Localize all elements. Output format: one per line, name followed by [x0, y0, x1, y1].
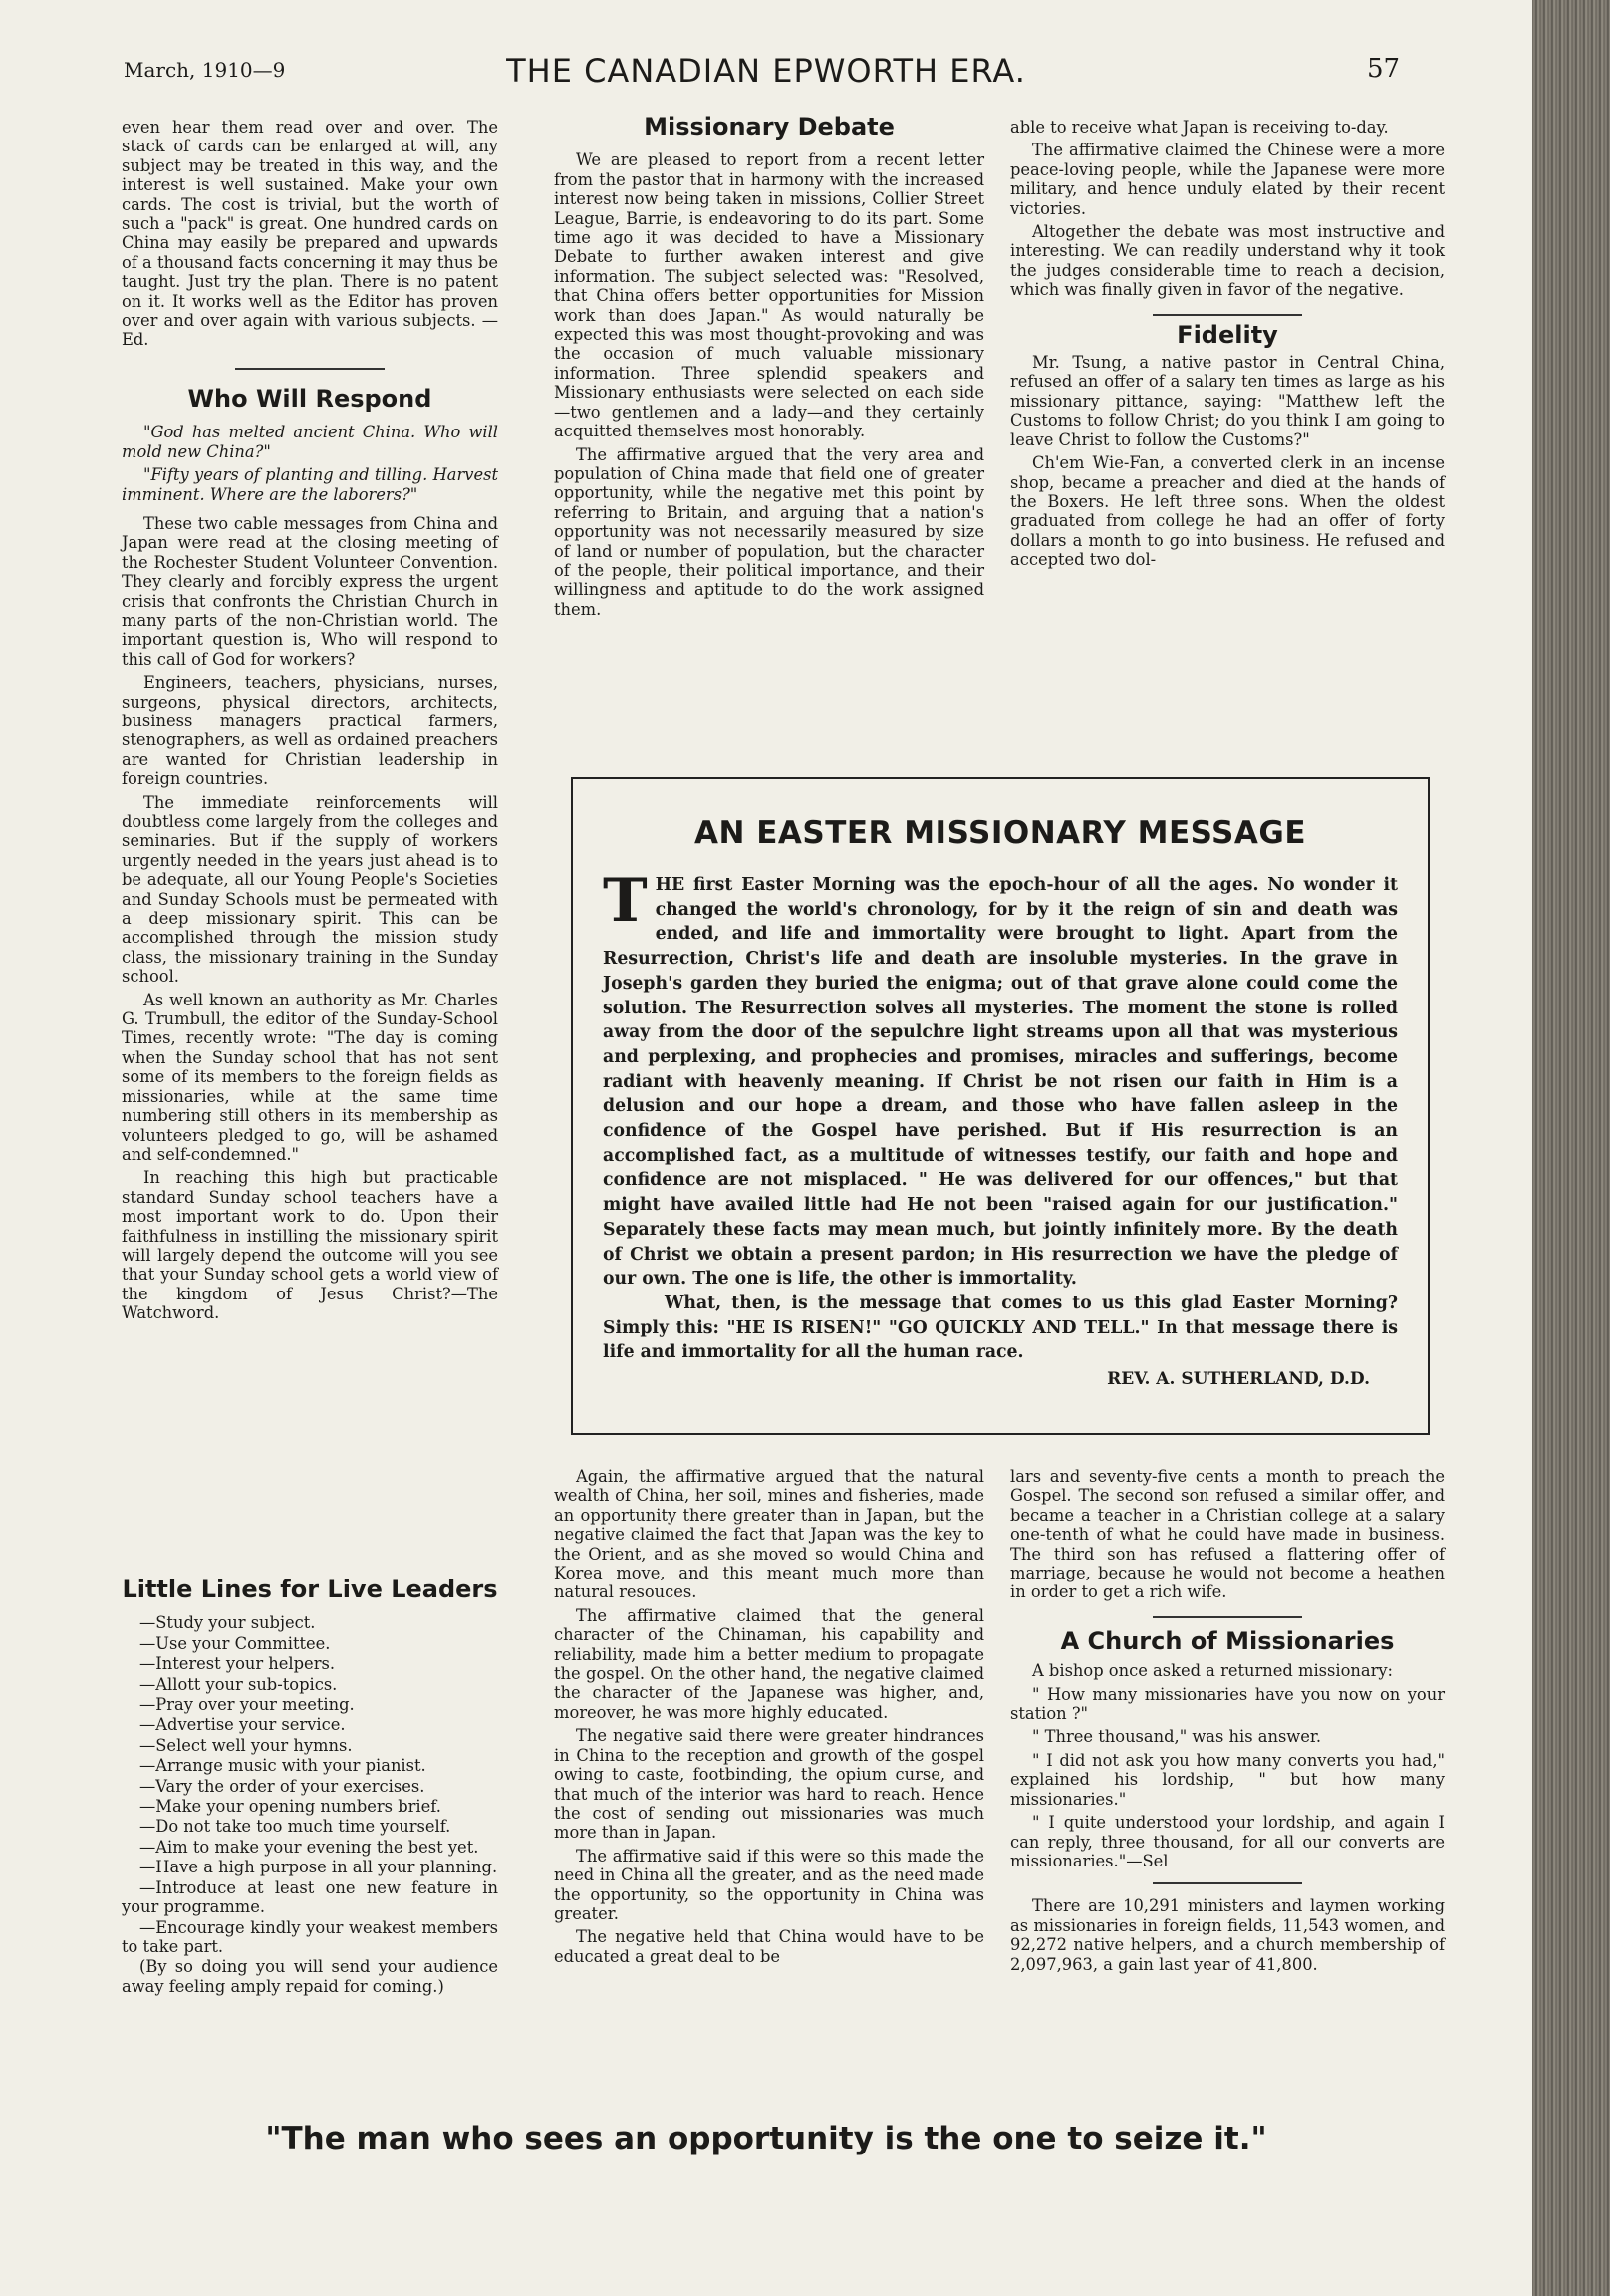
- little-lines-list: [122, 1613, 498, 1996]
- list-item: —Pray over your meeting.: [139, 1695, 355, 1715]
- little-lines-section: [122, 1576, 498, 1997]
- list-item: —Use your Committee.: [139, 1633, 331, 1653]
- section-divider: [1153, 1882, 1302, 1884]
- paragraph: These two cable messages from China and Japan were read at the closing meeting of the Rochester Student Volunteer Convention. They clearly and forcibly express the urgent crisis that confronts the Christian Church in many parts of the non-Christian world. The important question is, Who will respond to this call of God for workers?: [122, 513, 498, 669]
- drop-cap: T: [603, 866, 648, 936]
- paragraph: Engineers, teachers, physicians, nurses, surgeons, physical directors, architects, business managers practical farmers, stenographers, as well as ordained preachers are wanted for Christian leadership in foreign countries.: [122, 673, 498, 789]
- paragraph: Again, the affirmative argued that the natural wealth of China, her soil, mines and fisheries, made an opportunity there greater than in Japan, but the negative claimed the fact that Japan was the key to the Orient, and as she moved so would China and Korea move, and this meant much more than natural resouces.: [554, 1467, 984, 1602]
- list-item: —Interest your helpers.: [139, 1654, 336, 1674]
- column-right: [1010, 118, 1445, 574]
- easter-text: HE first Easter Morning was the epoch-hour of all the ages. No wonder it changed the world's chronology, for by it the reign of sin and death was ended, and life and immortality were brought to light. Apart from the Resurrection, Christ's life and death are insoluble mysteries. In the grave in Joseph's garden they buried the enigma; out of that grave alone could come the solution. The Resurrection solves all mysteries. The moment the stone is rolled away from the door of the sepulchre light streams upon all that was mysterious and perplexing, and prophecies and promises, miracles and sufferings, become radiant with heavenly meaning. If Christ be not risen our faith in Him is a delusion and our hope a dream, and those who have fallen asleep in the confidence of the Gospel have perished. But if His resurrection is an accomplished fact, as a multitude of witnesses testify, our faith and hope and confidence are not misplaced. " He was delivered for our offences," but that might have availed little had He not been "raised again for our justification." Separately these facts may mean much, but jointly infinitely more. By the death of Christ we obtain a present pardon; in His resurrection we have the pledge of our own. The one is life, the other is immortality.: [603, 875, 1398, 1290]
- fidelity-title: Fidelity: [1177, 320, 1278, 349]
- paragraph: The negative said there were greater hindrances in China to the reception and growth of the gospel owing to caste, footbinding, the opium curse, and that much of the interior was hard to reach. Hence the cost of sending out missionaries was much more than in Japan.: [554, 1726, 984, 1843]
- list-item: —Do not take too much time yourself.: [139, 1817, 451, 1837]
- who-will-respond-title: Who Will Respond: [187, 384, 432, 413]
- easter-signature: REV. A. SUTHERLAND, D.D.: [1107, 1369, 1370, 1390]
- statistics-paragraph: There are 10,291 ministers and laymen working as missionaries in foreign fields, 11,543 women, and 92,272 native helpers, and a church membership of 2,097,963, a gain last year of 41,800.: [1010, 1896, 1445, 1974]
- list-item: —Study your subject.: [139, 1613, 316, 1633]
- paragraph: " I did not ask you how many converts you had," explained his lordship, " but how many missionaries.": [1010, 1750, 1445, 1809]
- paragraph: The affirmative said if this were so this made the need in China all the greater, and as the need made the opportunity, so the opportunity in China was greater.: [554, 1846, 984, 1923]
- paragraph: Mr. Tsung, a native pastor in Central China, refused an offer of a salary ten times as large as his missionary pittance, saying: "Matthew left the Customs to follow Christ; do you think I am going to leave Christ to follow the Customs?": [1010, 353, 1445, 449]
- paragraph: " How many missionaries have you now on your station ?": [1010, 1684, 1445, 1724]
- section-divider: [1153, 314, 1302, 316]
- footer-quote: "The man who sees an opportunity is the one to seize it.": [265, 2121, 1267, 2156]
- section-divider: [235, 368, 385, 370]
- paragraph: The affirmative claimed that the general character of the Chinaman, his capability and reliability, made him a better medium to propagate the gospel. On the other hand, the negative claimed the character of the Japanese was higher, and, moreover, he was more highly educated.: [554, 1605, 984, 1722]
- paragraph: The affirmative claimed the Chinese were a more peace-loving people, while the Japanese were more military, and hence unduly elated by their recent victories.: [1010, 141, 1445, 218]
- easter-message-box: [571, 777, 1430, 1435]
- cable-quote-2: "Fifty years of planting and tilling. Harvest imminent. Where are the laborers?": [122, 465, 498, 504]
- column-middle: [554, 113, 984, 623]
- debate-continued: [554, 1467, 984, 1970]
- intro-paragraph: even hear them read over and over. The stack of cards can be enlarged at will, any subject may be treated in this way, and the interest is well sustained. Make your own cards. The cost is trivial, but the worth of such a "pack" is great. One hundred cards on China may easily be prepared and upwards of a thousand facts concerning it may thus be taught. Just try the plan. There is no patent on it. It works well as the Editor has proven over and over again with various subjects. —Ed.: [122, 118, 498, 350]
- paragraph: The immediate reinforcements will doubtless come largely from the colleges and seminaries. But if the supply of workers urgently needed in the years just ahead is to be adequate, all our Young People's Societies and Sunday Schools must be permeated with a deep missionary spirit. This can be accomplished through the mission study class, the missionary training in the Sunday school.: [122, 792, 498, 987]
- section-divider: [1153, 1616, 1302, 1618]
- little-lines-title: Little Lines for Live Leaders: [122, 1576, 498, 1603]
- missionary-debate-title: Missionary Debate: [644, 113, 895, 141]
- list-item: —Encourage kindly your weakest members to take part.: [122, 1917, 498, 1956]
- paragraph: The affirmative argued that the very area and population of China made that field one of greater opportunity, while the negative met this point by referring to Britain, and arguing that a nation's opportunity was not necessarily measured by size of land or number of population, but the character of the people, their political importance, and their willingness and aptitude to do the work assigned them.: [554, 444, 984, 619]
- paragraph: " I quite understood your lordship, and again I can reply, three thousand, for all our converts are missionaries."—Sel: [1010, 1813, 1445, 1870]
- paragraph: As well known an authority as Mr. Charles G. Trumbull, the editor of the Sunday-School Times, recently wrote: "The day is coming when the Sunday school that has not sent some of its members to the foreign fields as missionaries, while at the same time numbering still others in its membership as volunteers pledged to go, will be ashamed and self-condemned.": [122, 990, 498, 1164]
- issue-date: March, 1910—9: [124, 58, 286, 82]
- cable-quote-1: "God has melted ancient China. Who will mold new China?": [122, 423, 498, 461]
- fidelity-continued: [1010, 1467, 1445, 1978]
- paragraph: We are pleased to report from a recent letter from the pastor that in harmony with the increased interest now being taken in missions, Collier Street League, Barrie, is endeavoring to do its part. Some time ago it was decided to have a Missionary Debate to further awaken interest and give information. The subject selected was: "Resolved, that China offers better opportunities for Mission work than does Japan." As would naturally be expected this was most thought-provoking and was the occasion of much valuable missionary information. Three splendid speakers and Missionary enthusiasts were selected on each side—two gentlemen and a lady—and they certainly acquitted themselves most honorably.: [554, 150, 984, 441]
- column-left: [122, 118, 498, 1327]
- list-item: (By so doing you will send your audience away feeling amply repaid for coming.): [122, 1957, 498, 1996]
- list-item: —Arrange music with your pianist.: [139, 1756, 426, 1776]
- list-item: —Introduce at least one new feature in your programme.: [122, 1877, 498, 1917]
- church-of-missionaries-title: A Church of Missionaries: [1060, 1626, 1395, 1655]
- list-item: —Have a high purpose in all your planning.: [139, 1858, 498, 1877]
- magazine-title: THE CANADIAN EPWORTH ERA.: [506, 52, 1026, 90]
- paragraph: In reaching this high but practicable standard Sunday school teachers have a most important work to do. Upon their faithfulness in instilling the missionary spirit will largely depend the outcome will you see that your Sunday school gets a world view of the kingdom of Jesus Christ?—The Watchword.: [122, 1168, 498, 1323]
- easter-message-body: [603, 866, 1398, 1392]
- paragraph: " Three thousand," was his answer.: [1032, 1727, 1322, 1747]
- list-item: —Allott your sub-topics.: [139, 1674, 338, 1694]
- paragraph: The negative held that China would have to be educated a great deal to be: [554, 1927, 984, 1966]
- paragraph: lars and seventy-five cents a month to preach the Gospel. The second son refused a similar offer, and became a teacher in a Christian college at a salary one-tenth of what he could have made in business. The third son has refused a flattering offer of marriage, because he would not become a heathen in order to get a rich wife.: [1010, 1467, 1445, 1602]
- easter-message-title: AN EASTER MISSIONARY MESSAGE: [694, 815, 1306, 851]
- paragraph: Ch'em Wie-Fan, a converted clerk in an incense shop, became a preacher and died at the hands of the Boxers. He left three sons. When the oldest graduated from college he had an offer of forty dollars a month to go into business. He refused and accepted two dol-: [1010, 453, 1445, 570]
- paragraph: Altogether the debate was most instructive and interesting. We can readily understand why it took the judges considerable time to reach a decision, which was finally given in favor of the negative.: [1010, 222, 1445, 300]
- list-item: —Select well your hymns.: [139, 1735, 353, 1755]
- easter-closing: What, then, is the message that comes to us this glad Easter Morning? Simply this: "HE IS RISEN!" "GO QUICKLY AND TELL." In that message there is life and immortality for all the human race.: [603, 1292, 1398, 1363]
- paragraph: able to receive what Japan is receiving to-day.: [1010, 118, 1389, 137]
- list-item: —Advertise your service.: [139, 1715, 346, 1735]
- book-spine-edge: [1532, 0, 1610, 2296]
- list-item: —Make your opening numbers brief.: [139, 1797, 441, 1817]
- paragraph: A bishop once asked a returned missionary:: [1032, 1661, 1394, 1681]
- page-number: 57: [1367, 54, 1401, 84]
- list-item: —Vary the order of your exercises.: [139, 1776, 425, 1796]
- list-item: —Aim to make your evening the best yet.: [139, 1837, 479, 1857]
